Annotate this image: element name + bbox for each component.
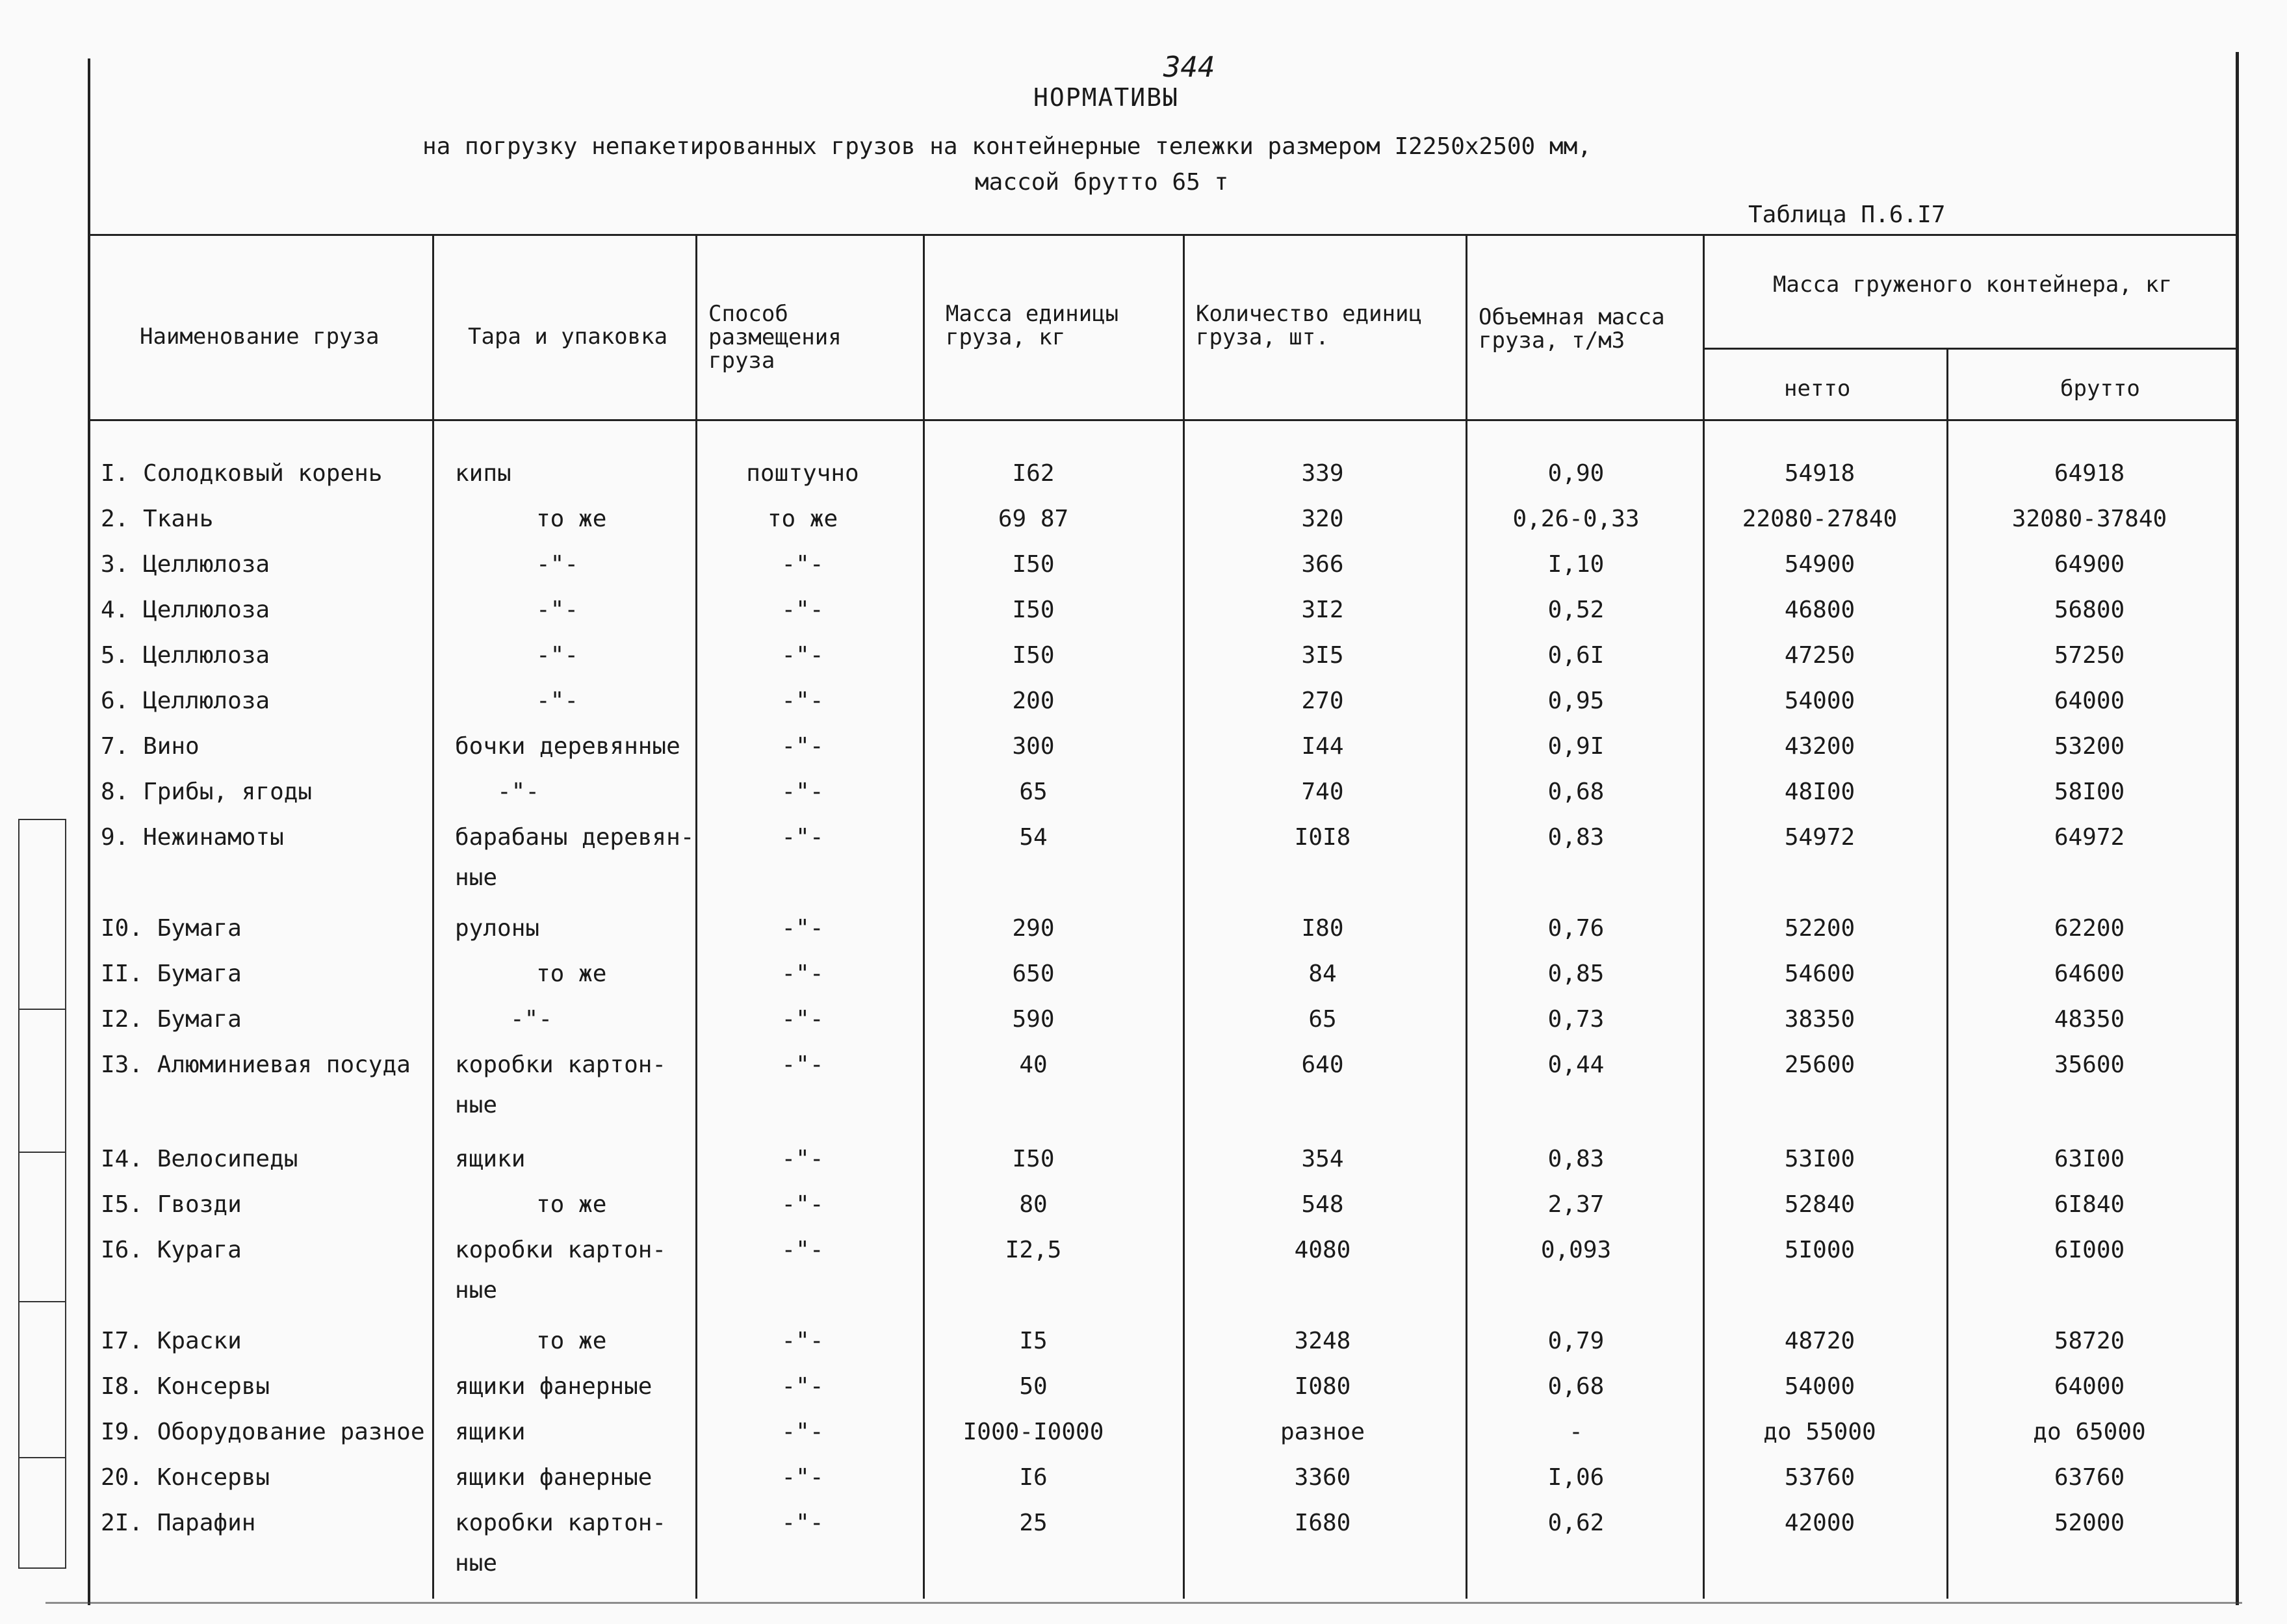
- cell-name: I4. Велосипеды: [101, 1146, 298, 1172]
- cell-mass: 300: [1012, 733, 1055, 760]
- table-row: [88, 1368, 2239, 1411]
- cell-count: 270: [1301, 688, 1344, 714]
- cell-name: 7. Вино: [101, 733, 200, 760]
- cell-method: -"-: [781, 1006, 824, 1033]
- cell-mass: 80: [1019, 1191, 1048, 1218]
- cell-volume: 0,62: [1547, 1510, 1605, 1536]
- cell-mass: 650: [1012, 960, 1055, 987]
- stamp-divider: [19, 1152, 65, 1153]
- frame-bottom: [45, 1602, 2242, 1604]
- cell-count: 84: [1308, 960, 1337, 987]
- cell-gross: 63I00: [2054, 1146, 2125, 1172]
- cell-gross: 62200: [2054, 915, 2125, 942]
- margin-stamp: [18, 819, 66, 1569]
- cell-mass: I000-I0000: [963, 1419, 1104, 1445]
- header-mass: Масса единицы груза, кг: [946, 301, 1119, 350]
- cell-method: -"-: [781, 915, 824, 942]
- cell-pack: то же: [536, 960, 607, 987]
- cell-name: I8. Консервы: [101, 1373, 270, 1400]
- cell-pack-continuation: ные: [455, 1277, 498, 1304]
- cell-volume: 0,95: [1547, 688, 1605, 714]
- cell-volume: I,10: [1547, 551, 1605, 578]
- table-row: [88, 1322, 2239, 1365]
- cell-gross: 6I000: [2054, 1237, 2125, 1263]
- cell-pack: -"-: [497, 779, 540, 805]
- cell-name: I5. Гвозди: [101, 1191, 242, 1218]
- cell-gross: 64918: [2054, 460, 2125, 487]
- cell-name: 6. Целлюлоза: [101, 688, 270, 714]
- cell-method: -"-: [781, 733, 824, 760]
- cell-net: 52840: [1784, 1191, 1855, 1218]
- table-row: [88, 773, 2239, 816]
- cell-count: I080: [1294, 1373, 1351, 1400]
- table-row: [88, 1504, 2239, 1577]
- table-row: [88, 591, 2239, 634]
- cell-count: I0I8: [1294, 824, 1351, 851]
- table-row: [88, 1046, 2239, 1118]
- cell-count: 4080: [1294, 1237, 1351, 1263]
- cell-volume: 0,73: [1547, 1006, 1605, 1033]
- cell-mass: I50: [1012, 642, 1055, 669]
- cell-count: I44: [1301, 733, 1344, 760]
- cell-pack: ящики фанерные: [455, 1464, 653, 1491]
- cell-gross: до 65000: [2033, 1419, 2146, 1445]
- document-title: НОРМАТИВЫ: [1033, 83, 1179, 112]
- table-row: [88, 1001, 2239, 1044]
- cell-gross: 64900: [2054, 551, 2125, 578]
- cell-gross: 58720: [2054, 1328, 2125, 1354]
- cell-net: 47250: [1784, 642, 1855, 669]
- cell-volume: 0,44: [1547, 1051, 1605, 1078]
- cell-name: II. Бумага: [101, 960, 242, 987]
- table-row: [88, 1231, 2239, 1304]
- cell-volume: 0,85: [1547, 960, 1605, 987]
- cell-count: 3I2: [1301, 597, 1344, 623]
- cell-net: 48720: [1784, 1328, 1855, 1354]
- cell-name: I2. Бумага: [101, 1006, 242, 1033]
- cell-volume: -: [1569, 1419, 1583, 1445]
- cell-mass: I50: [1012, 1146, 1055, 1172]
- header-volume: Объемная масса груза, т/м3: [1479, 304, 1665, 354]
- cell-mass: I5: [1019, 1328, 1048, 1354]
- cell-count: I80: [1301, 915, 1344, 942]
- table-row: [88, 546, 2239, 589]
- cell-name: 2. Ткань: [101, 506, 214, 532]
- cell-pack: то же: [536, 1328, 607, 1354]
- cell-net: 53I00: [1784, 1146, 1855, 1172]
- cell-count: 3I5: [1301, 642, 1344, 669]
- cell-name: I6. Курага: [101, 1237, 242, 1263]
- cell-pack-continuation: ные: [455, 864, 498, 891]
- cell-name: 4. Целлюлоза: [101, 597, 270, 623]
- cell-volume: 0,76: [1547, 915, 1605, 942]
- cell-gross: 57250: [2054, 642, 2125, 669]
- cell-count: I680: [1294, 1510, 1351, 1536]
- page-number: 344: [1163, 51, 1215, 84]
- cell-gross: 48350: [2054, 1006, 2125, 1033]
- cell-gross: 63760: [2054, 1464, 2125, 1491]
- cell-net: 54900: [1784, 551, 1855, 578]
- header-pack: Тара и упаковка: [468, 324, 668, 350]
- cell-method: -"-: [781, 642, 824, 669]
- cell-mass: 200: [1012, 688, 1055, 714]
- cell-net: 25600: [1784, 1051, 1855, 1078]
- cell-method: -"-: [781, 1328, 824, 1354]
- cell-pack: то же: [536, 506, 607, 532]
- norms-table: [88, 234, 2239, 1599]
- cell-mass: I50: [1012, 551, 1055, 578]
- cell-pack: то же: [536, 1191, 607, 1218]
- cell-method: поштучно: [746, 460, 859, 487]
- header-bottom-border: [88, 419, 2239, 421]
- cell-pack: коробки картон-: [455, 1237, 667, 1263]
- cell-mass: 54: [1019, 824, 1048, 851]
- cell-volume: 0,68: [1547, 1373, 1605, 1400]
- cell-method: -"-: [781, 1146, 824, 1172]
- header-method: Способ размещения груза: [708, 301, 842, 374]
- document-subtitle-line2: массой брутто 65 т: [975, 169, 1229, 196]
- cell-gross: 52000: [2054, 1510, 2125, 1536]
- header-gross: брутто: [2060, 376, 2140, 402]
- cell-gross: 56800: [2054, 597, 2125, 623]
- table-row: [88, 682, 2239, 725]
- cell-pack: кипы: [455, 460, 511, 487]
- table-row: [88, 1459, 2239, 1502]
- cell-gross: 64972: [2054, 824, 2125, 851]
- cell-name: I0. Бумага: [101, 915, 242, 942]
- cell-name: 2I. Парафин: [101, 1510, 256, 1536]
- cell-pack: коробки картон-: [455, 1051, 667, 1078]
- cell-volume: I,06: [1547, 1464, 1605, 1491]
- cell-count: 366: [1301, 551, 1344, 578]
- cell-count: 65: [1308, 1006, 1337, 1033]
- cell-method: -"-: [781, 1464, 824, 1491]
- cell-net: 5I000: [1784, 1237, 1855, 1263]
- cell-pack: коробки картон-: [455, 1510, 667, 1536]
- table-row: [88, 1186, 2239, 1229]
- cell-method: -"-: [781, 597, 824, 623]
- cell-name: I3. Алюминиевая посуда: [101, 1051, 411, 1078]
- cell-pack: ящики: [455, 1146, 526, 1172]
- cell-pack: -"-: [536, 642, 579, 669]
- table-row: [88, 455, 2239, 498]
- cell-name: I. Солодковый корень: [101, 460, 383, 487]
- cell-name: 5. Целлюлоза: [101, 642, 270, 669]
- cell-mass: 69 87: [998, 506, 1069, 532]
- cell-gross: 64000: [2054, 1373, 2125, 1400]
- cell-count: 354: [1301, 1146, 1344, 1172]
- stamp-divider: [19, 1301, 65, 1302]
- cell-volume: 0,90: [1547, 460, 1605, 487]
- cell-pack: бочки деревянные: [455, 733, 680, 760]
- cell-net: 54972: [1784, 824, 1855, 851]
- table-top-border: [88, 234, 2239, 236]
- table-row: [88, 819, 2239, 891]
- cell-mass: I50: [1012, 597, 1055, 623]
- cell-volume: 0,6I: [1547, 642, 1605, 669]
- cell-name: 3. Целлюлоза: [101, 551, 270, 578]
- cell-net: до 55000: [1763, 1419, 1876, 1445]
- cell-gross: 32080-37840: [2011, 506, 2167, 532]
- cell-name: 20. Консервы: [101, 1464, 270, 1491]
- table-row: [88, 1141, 2239, 1183]
- cell-pack: -"-: [536, 597, 579, 623]
- cell-net: 54918: [1784, 460, 1855, 487]
- cell-net: 42000: [1784, 1510, 1855, 1536]
- table-label: Таблица П.6.I7: [1748, 201, 1946, 228]
- cell-mass: I2,5: [1005, 1237, 1062, 1263]
- table-row: [88, 1413, 2239, 1456]
- cell-pack: рулоны: [455, 915, 540, 942]
- cell-method: -"-: [781, 551, 824, 578]
- cell-mass: 65: [1019, 779, 1048, 805]
- cell-name: 8. Грибы, ягоды: [101, 779, 313, 805]
- table-row: [88, 728, 2239, 771]
- cell-method: -"-: [781, 824, 824, 851]
- cell-count: 3360: [1294, 1464, 1351, 1491]
- cell-count: 320: [1301, 506, 1344, 532]
- cell-pack-continuation: ные: [455, 1550, 498, 1577]
- cell-net: 54000: [1784, 688, 1855, 714]
- cell-volume: 0,83: [1547, 824, 1605, 851]
- cell-net: 38350: [1784, 1006, 1855, 1033]
- stamp-divider: [19, 1457, 65, 1458]
- cell-mass: 40: [1019, 1051, 1048, 1078]
- cell-gross: 53200: [2054, 733, 2125, 760]
- cell-net: 22080-27840: [1742, 506, 1898, 532]
- cell-method: -"-: [781, 688, 824, 714]
- table-row: [88, 500, 2239, 543]
- cell-name: I9. Оборудование разное: [101, 1419, 425, 1445]
- cell-count: 339: [1301, 460, 1344, 487]
- cell-count: 548: [1301, 1191, 1344, 1218]
- subheader-border: [1703, 348, 2239, 350]
- table-row: [88, 637, 2239, 680]
- table-row: [88, 955, 2239, 998]
- cell-pack: -"-: [510, 1006, 553, 1033]
- header-container-mass: Масса груженого контейнера, кг: [1772, 272, 2173, 298]
- cell-pack: ящики: [455, 1419, 526, 1445]
- cell-volume: 0,68: [1547, 779, 1605, 805]
- cell-pack: барабаны деревян-: [455, 824, 695, 851]
- cell-pack-continuation: ные: [455, 1092, 498, 1118]
- cell-name: 9. Нежинамоты: [101, 824, 284, 851]
- cell-net: 48I00: [1784, 779, 1855, 805]
- cell-volume: 0,52: [1547, 597, 1605, 623]
- cell-pack: -"-: [536, 551, 579, 578]
- cell-method: -"-: [781, 779, 824, 805]
- cell-gross: 35600: [2054, 1051, 2125, 1078]
- cell-net: 46800: [1784, 597, 1855, 623]
- cell-volume: 0,9I: [1547, 733, 1605, 760]
- cell-gross: 64600: [2054, 960, 2125, 987]
- cell-count: разное: [1280, 1419, 1365, 1445]
- cell-volume: 0,83: [1547, 1146, 1605, 1172]
- cell-mass: I6: [1019, 1464, 1048, 1491]
- cell-method: -"-: [781, 1373, 824, 1400]
- header-count: Количество единиц груза, шт.: [1196, 301, 1422, 350]
- cell-mass: 590: [1012, 1006, 1055, 1033]
- table-row: [88, 910, 2239, 953]
- cell-count: 740: [1301, 779, 1344, 805]
- cell-pack: ящики фанерные: [455, 1373, 653, 1400]
- cell-gross: 64000: [2054, 688, 2125, 714]
- cell-net: 43200: [1784, 733, 1855, 760]
- cell-mass: 290: [1012, 915, 1055, 942]
- cell-net: 54600: [1784, 960, 1855, 987]
- document-subtitle: на погрузку непакетированных грузов на контейнерные тележки размером I2250x2500 мм,: [422, 133, 1592, 160]
- cell-gross: 6I840: [2054, 1191, 2125, 1218]
- cell-volume: 0,79: [1547, 1328, 1605, 1354]
- cell-gross: 58I00: [2054, 779, 2125, 805]
- cell-method: -"-: [781, 1419, 824, 1445]
- cell-net: 52200: [1784, 915, 1855, 942]
- cell-method: -"-: [781, 1051, 824, 1078]
- cell-name: I7. Краски: [101, 1328, 242, 1354]
- cell-method: то же: [767, 506, 838, 532]
- cell-volume: 0,093: [1540, 1237, 1612, 1263]
- cell-volume: 0,26-0,33: [1512, 506, 1640, 532]
- cell-method: -"-: [781, 960, 824, 987]
- stamp-divider: [19, 1009, 65, 1010]
- cell-method: -"-: [781, 1237, 824, 1263]
- cell-mass: I62: [1012, 460, 1055, 487]
- cell-method: -"-: [781, 1191, 824, 1218]
- cell-mass: 25: [1019, 1510, 1048, 1536]
- header-name: Наименование груза: [140, 324, 380, 350]
- cell-method: -"-: [781, 1510, 824, 1536]
- header-net: нетто: [1784, 376, 1851, 402]
- cell-pack: -"-: [536, 688, 579, 714]
- cell-count: 640: [1301, 1051, 1344, 1078]
- cell-count: 3248: [1294, 1328, 1351, 1354]
- cell-net: 54000: [1784, 1373, 1855, 1400]
- cell-volume: 2,37: [1547, 1191, 1605, 1218]
- cell-net: 53760: [1784, 1464, 1855, 1491]
- cell-mass: 50: [1019, 1373, 1048, 1400]
